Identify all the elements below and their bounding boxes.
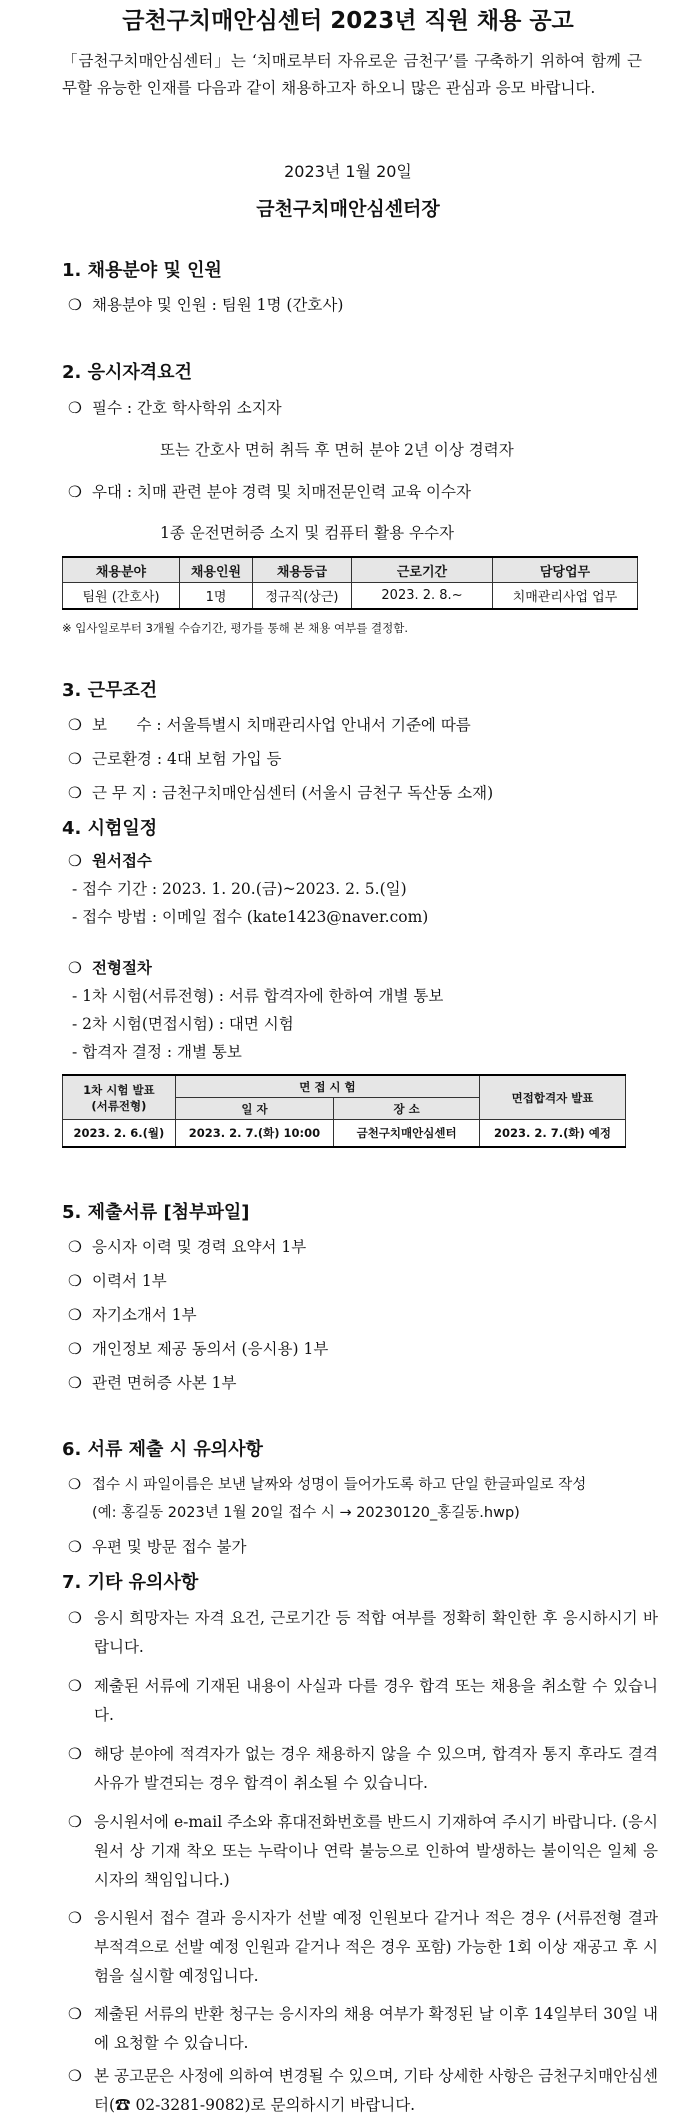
bullet-icon: ❍ (68, 750, 82, 768)
section-4-heading: 4. 시험일정 (62, 818, 158, 839)
table-row (63, 1120, 626, 1148)
section-1-heading: 1. 채용분야 및 인원 (62, 260, 222, 281)
requirement-required-text: 필수 : 간호 학사학위 소지자 (92, 399, 282, 417)
table-header: 담당업무 (493, 557, 638, 583)
other-note (68, 2062, 658, 2120)
other-note (68, 1604, 658, 1662)
document-text: 자기소개서 1부 (92, 1306, 197, 1324)
table-header: 채용분야 (63, 557, 180, 583)
bullet-icon: ❍ (68, 1677, 82, 1695)
requirement-preferred (68, 479, 658, 506)
bullet-icon: ❍ (68, 1609, 82, 1627)
condition-text: 근 무 지 : 금천구치매안심센터 (서울시 금천구 독산동 소재) (92, 784, 494, 802)
table-header: 채용인원 (180, 557, 253, 583)
table-cell: 2023. 2. 8.~ (352, 583, 493, 610)
procedure-title-text: 전형절차 (92, 959, 152, 977)
condition-text: 근로환경 : 4대 보험 가입 등 (92, 750, 282, 768)
bullet-icon: ❍ (68, 959, 82, 977)
document-item (68, 1370, 658, 1397)
document-item (68, 1234, 658, 1261)
requirement-preferred-text: 우대 : 치매 관련 분야 경력 및 치매전문인력 교육 이수자 (92, 483, 471, 501)
exam-schedule-table (62, 1074, 626, 1148)
bullet-icon: ❍ (68, 852, 82, 870)
submission-note (68, 1534, 658, 1561)
bullet-icon: ❍ (68, 1238, 82, 1256)
table-row (63, 583, 638, 610)
bullet-icon: ❍ (68, 1374, 82, 1392)
procedure-step: - 2차 시험(면접시험) : 대면 시험 (72, 1015, 294, 1033)
procedure-step: - 1차 시험(서류전형) : 서류 합격자에 한하여 개별 통보 (72, 987, 444, 1005)
bullet-icon: ❍ (68, 296, 82, 314)
document-item (68, 1336, 658, 1363)
bullet-icon: ❍ (68, 1745, 82, 1763)
condition-text: 보 수 : 서울특별시 치매관리사업 안내서 기준에 따름 (92, 716, 471, 734)
bullet-icon: ❍ (68, 1477, 81, 1493)
submission-example: (예: 홍길동 2023년 1월 20일 접수 시 → 20230120_홍길동.hwp) (92, 1505, 520, 1521)
issuing-organization: 금천구치매안심센터장 (256, 198, 440, 220)
table-cell: 팀원 (간호사) (63, 583, 180, 610)
table-header: 면접합격자 발표 (480, 1075, 626, 1120)
bullet-icon: ❍ (68, 399, 82, 417)
table-header-line: (서류전형) (91, 1098, 147, 1113)
section-7-heading: 7. 기타 유의사항 (62, 1572, 199, 1593)
table-header (63, 1075, 176, 1120)
table-header: 일 자 (175, 1098, 333, 1120)
table-cell: 치매관리사업 업무 (493, 583, 638, 610)
application-method: - 접수 방법 : 이메일 접수 (kate1423@naver.com) (72, 908, 429, 926)
other-note-text: 응시원서에 e-mail 주소와 휴대전화번호를 반드시 기재하여 주시기 바랍니다. (응시원서 상 기재 착오 또는 누락이나 연락 불능으로 인하여 발생하는 불이익은 일체 응시자의 책임입니다.) (94, 1813, 658, 1889)
bullet-icon: ❍ (68, 1813, 82, 1831)
submission-note-text: 우편 및 방문 접수 불가 (92, 1538, 247, 1556)
table-header: 근로기간 (352, 557, 493, 583)
bullet-icon: ❍ (68, 716, 82, 734)
procedure-step: - 합격자 결정 : 개별 통보 (72, 1043, 242, 1061)
notice-date: 2023년 1월 20일 (284, 162, 412, 181)
condition-item (68, 780, 658, 807)
probation-note: ※ 입사일로부터 3개월 수습기간, 평가를 통해 본 채용 여부를 결정함. (62, 621, 408, 635)
section-6-heading: 6. 서류 제출 시 유의사항 (62, 1439, 263, 1460)
requirement-preferred-alt: 1종 운전면허증 소지 및 컴퓨터 활용 우수자 (160, 524, 454, 542)
intro-paragraph: 「금천구치매안심센터」는 ‘치매로부터 자유로운 금천구’를 구축하기 위하여 함께 근무할 유능한 인재를 다음과 같이 채용하고자 하오니 많은 관심과 응모 바랍니다. (62, 52, 642, 97)
bullet-icon: ❍ (68, 1909, 82, 1927)
table-cell: 1명 (180, 583, 253, 610)
table-cell: 2023. 2. 7.(화) 10:00 (175, 1120, 333, 1148)
condition-item (68, 746, 658, 773)
bullet-icon: ❍ (68, 1272, 82, 1290)
other-note-text: 제출된 서류에 기재된 내용이 사실과 다를 경우 합격 또는 채용을 취소할 수 있습니다. (94, 1677, 658, 1724)
table-header: 장 소 (334, 1098, 480, 1120)
table-cell: 정규직(상근) (253, 583, 352, 610)
document-text: 관련 면허증 사본 1부 (92, 1374, 237, 1392)
other-note-text: 응시 희망자는 자격 요건, 근로기간 등 적합 여부를 정확히 확인한 후 응시하시기 바랍니다. (94, 1609, 658, 1656)
requirement-required (68, 395, 658, 422)
section-1-item-text: 채용분야 및 인원 : 팀원 1명 (간호사) (92, 296, 344, 314)
document-item (68, 1302, 658, 1329)
submission-note (68, 1472, 658, 1499)
application-title (68, 848, 658, 875)
bullet-icon: ❍ (68, 483, 82, 501)
document-text: 개인정보 제공 동의서 (응시용) 1부 (92, 1340, 329, 1358)
recruitment-table (62, 556, 638, 610)
other-note (68, 1904, 658, 1991)
application-title-text: 원서접수 (92, 852, 152, 870)
application-period: - 접수 기간 : 2023. 1. 20.(금)~2023. 2. 5.(일) (72, 880, 407, 898)
other-note (68, 1740, 658, 1798)
bullet-icon: ❍ (68, 1538, 82, 1556)
other-note-text: 본 공고문은 사정에 의하여 변경될 수 있으며, 기타 상세한 사항은 금천구치매안심센터(☎ 02-3281-9082)로 문의하시기 바랍니다. (94, 2067, 658, 2114)
bullet-icon: ❍ (68, 784, 82, 802)
table-cell: 2023. 2. 6.(월) (63, 1120, 176, 1148)
document-item (68, 1268, 658, 1295)
table-header-line: 1차 시험 발표 (83, 1082, 155, 1097)
document-text: 이력서 1부 (92, 1272, 167, 1290)
table-header: 면 접 시 험 (175, 1075, 479, 1098)
requirement-required-alt: 또는 간호사 면허 취득 후 면허 분야 2년 이상 경력자 (160, 441, 514, 459)
other-note-text: 응시원서 접수 결과 응시자가 선발 예정 인원보다 같거나 적은 경우 (서류전형 결과 부적격으로 선발 예정 인원과 같거나 적은 경우 포함) 가능한 1회 이상 재공고 후 시험을 실시할 예정입니다. (94, 1909, 658, 1985)
other-note (68, 1672, 658, 1730)
table-header: 채용등급 (253, 557, 352, 583)
other-note (68, 2000, 658, 2058)
page-title: 금천구치매안심센터 2023년 직원 채용 공고 (122, 8, 574, 34)
document-text: 응시자 이력 및 경력 요약서 1부 (92, 1238, 307, 1256)
bullet-icon: ❍ (68, 2005, 82, 2023)
section-3-heading: 3. 근무조건 (62, 680, 158, 701)
section-5-heading: 5. 제출서류 [첨부파일] (62, 1202, 250, 1223)
section-1-item (68, 292, 658, 319)
table-cell: 금천구치매안심센터 (334, 1120, 480, 1148)
section-2-heading: 2. 응시자격요건 (62, 362, 192, 383)
bullet-icon: ❍ (68, 1340, 82, 1358)
other-note (68, 1808, 658, 1895)
other-note-text: 해당 분야에 적격자가 없는 경우 채용하지 않을 수 있으며, 합격자 통지 후라도 결격 사유가 발견되는 경우 합격이 취소될 수 있습니다. (94, 1745, 658, 1792)
bullet-icon: ❍ (68, 2067, 82, 2085)
other-note-text: 제출된 서류의 반환 청구는 응시자의 채용 여부가 확정된 날 이후 14일부터 30일 내에 요청할 수 있습니다. (94, 2005, 658, 2052)
table-cell: 2023. 2. 7.(화) 예정 (480, 1120, 626, 1148)
submission-note-text: 접수 시 파일이름은 보낸 날짜와 성명이 들어가도록 하고 단일 한글파일로 작성 (92, 1477, 587, 1493)
procedure-title (68, 955, 658, 982)
condition-item (68, 712, 658, 739)
bullet-icon: ❍ (68, 1306, 82, 1324)
